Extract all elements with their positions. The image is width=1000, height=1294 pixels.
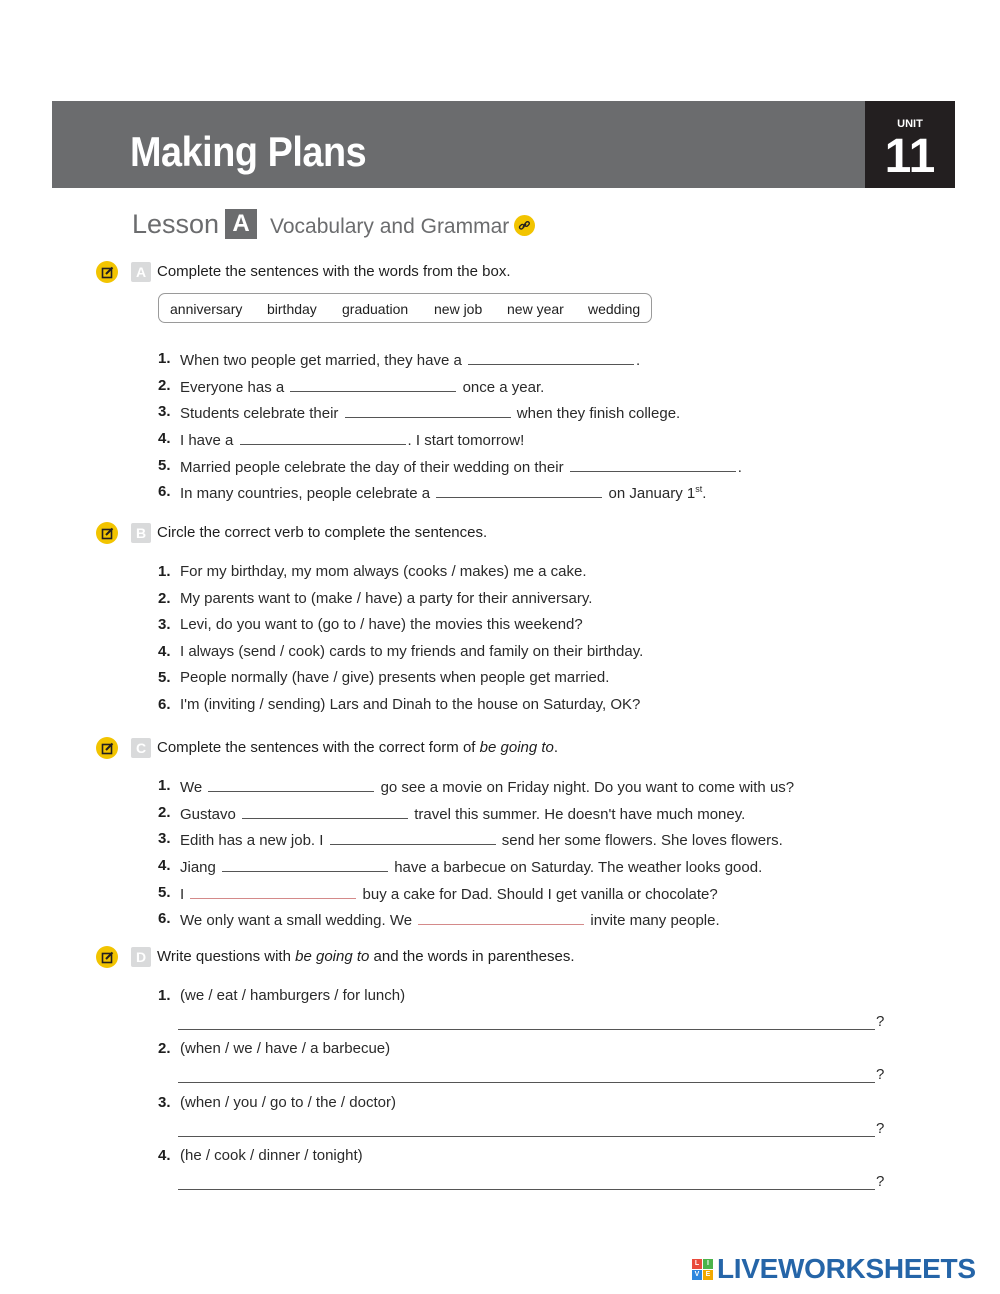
item-number: 6.: [158, 483, 171, 500]
item-number: 6.: [158, 910, 171, 927]
item-text: Everyone has a: [180, 379, 285, 396]
item-text: Married people celebrate the day of their wedding on their: [180, 459, 564, 476]
section-instruction: Circle the correct verb to complete the sentences.: [157, 524, 488, 541]
item-number: 2.: [158, 590, 171, 607]
question-mark: ?: [876, 1066, 885, 1083]
item-number: 5.: [158, 457, 171, 474]
section-letter: A: [131, 262, 151, 282]
item-text: .: [737, 459, 742, 476]
word-box-item: wedding: [588, 301, 641, 317]
answer-line[interactable]: [178, 1136, 875, 1137]
word-box-item: new job: [434, 301, 483, 317]
question-mark: ?: [876, 1173, 885, 1190]
answer-blank[interactable]: [208, 777, 374, 792]
answer-blank[interactable]: [436, 483, 602, 498]
item-text: I have a: [180, 432, 234, 449]
section-letter: C: [131, 738, 151, 758]
item-number: 5.: [158, 669, 171, 686]
answer-blank[interactable]: [330, 830, 496, 845]
page-title: Making Plans: [130, 128, 367, 175]
item-superscript: st: [695, 484, 703, 494]
item-number: 1.: [158, 777, 171, 794]
edit-icon: [96, 737, 118, 759]
section-letter: B: [131, 523, 151, 543]
unit-number: 11: [884, 130, 936, 183]
item-text[interactable]: My parents want to (make / have) a party for their anniversary.: [180, 590, 593, 607]
section-instruction: Complete the sentences with the words from the box.: [157, 263, 511, 280]
item-number: 3.: [158, 403, 171, 420]
item-number: 4.: [158, 1147, 171, 1164]
logo-grid-icon: L I V E: [692, 1259, 714, 1281]
item-number: 5.: [158, 884, 171, 901]
item-text: travel this summer. He doesn't have much money.: [414, 806, 746, 823]
item-text[interactable]: Levi, do you want to (go to / have) the movies this weekend?: [180, 616, 583, 633]
item-text: when they finish college.: [516, 405, 681, 422]
item-text: . I start tomorrow!: [407, 432, 525, 449]
item-text[interactable]: For my birthday, my mom always (cooks / makes) me a cake.: [180, 563, 587, 580]
section-letter: D: [131, 947, 151, 967]
item-text: .: [636, 352, 641, 369]
word-box-item: new year: [507, 301, 564, 317]
item-number: 2.: [158, 804, 171, 821]
item-prompt: (when / you / go to / the / doctor): [180, 1094, 396, 1111]
unit-label: UNIT: [897, 118, 923, 130]
unit-box: [865, 101, 955, 188]
answer-blank[interactable]: [240, 430, 406, 445]
item-number: 4.: [158, 857, 171, 874]
item-text[interactable]: I always (send / cook) cards to my friends and family on their birthday.: [180, 643, 644, 660]
item-text: Jiang: [180, 859, 216, 876]
item-number: 2.: [158, 377, 171, 394]
item-number: 1.: [158, 987, 171, 1004]
word-box-item: graduation: [342, 301, 409, 317]
item-text: When two people get married, they have a: [180, 352, 462, 369]
answer-blank[interactable]: [290, 377, 456, 392]
item-prompt: (he / cook / dinner / tonight): [180, 1147, 363, 1164]
item-text: I: [180, 886, 185, 903]
lesson-word: Lesson: [132, 209, 220, 239]
section-instruction: Complete the sentences with the correct form of be going to.: [157, 739, 559, 756]
word-box-item: birthday: [267, 301, 317, 317]
lesson-letter: A: [225, 209, 257, 239]
answer-line[interactable]: [178, 1189, 875, 1190]
item-text: Edith has a new job. I: [180, 832, 324, 849]
item-prompt: (we / eat / hamburgers / for lunch): [180, 987, 406, 1004]
answer-line[interactable]: [178, 1029, 875, 1030]
item-text[interactable]: People normally (have / give) presents when people get married.: [180, 669, 610, 686]
item-number: 3.: [158, 830, 171, 847]
item-text: .: [702, 485, 707, 502]
edit-icon: [96, 261, 118, 283]
answer-blank[interactable]: [418, 910, 584, 925]
answer-blank[interactable]: [242, 804, 408, 819]
item-text: invite many people.: [590, 912, 720, 929]
edit-icon: [96, 522, 118, 544]
item-text: Gustavo: [180, 806, 236, 823]
lesson-subtitle: Vocabulary and Grammar: [270, 215, 510, 238]
item-number: 6.: [158, 696, 171, 713]
answer-blank[interactable]: [190, 884, 356, 899]
section-instruction: Write questions with be going to and the words in parentheses.: [157, 948, 575, 965]
answer-blank[interactable]: [570, 457, 736, 472]
logo-text: LIVEWORKSHEETS: [717, 1253, 976, 1284]
question-mark: ?: [876, 1013, 885, 1030]
edit-icon: [96, 946, 118, 968]
item-number: 2.: [158, 1040, 171, 1057]
item-text: once a year.: [462, 379, 545, 396]
item-text: In many countries, people celebrate a: [180, 485, 431, 502]
item-text: send her some flowers. She loves flowers.: [501, 832, 783, 849]
item-text: on January 1: [608, 485, 696, 502]
link-icon[interactable]: [514, 215, 535, 236]
item-number: 4.: [158, 643, 171, 660]
question-mark: ?: [876, 1120, 885, 1137]
item-text[interactable]: I'm (inviting / sending) Lars and Dinah to the house on Saturday, OK?: [180, 696, 641, 713]
answer-blank[interactable]: [222, 857, 388, 872]
answer-line[interactable]: [178, 1082, 875, 1083]
item-number: 1.: [158, 350, 171, 367]
item-text: buy a cake for Dad. Should I get vanilla or chocolate?: [362, 886, 718, 903]
item-text: We: [180, 779, 203, 796]
item-text: Students celebrate their: [180, 405, 339, 422]
item-number: 4.: [158, 430, 171, 447]
item-text: go see a movie on Friday night. Do you want to come with us?: [380, 779, 795, 796]
item-text: We only want a small wedding. We: [180, 912, 413, 929]
answer-blank[interactable]: [345, 403, 511, 418]
item-number: 1.: [158, 563, 171, 580]
item-number: 3.: [158, 616, 171, 633]
word-box: [158, 293, 652, 323]
answer-blank[interactable]: [468, 350, 634, 365]
item-number: 3.: [158, 1094, 171, 1111]
item-prompt: (when / we / have / a barbecue): [180, 1040, 391, 1057]
word-box-item: anniversary: [170, 301, 243, 317]
item-text: have a barbecue on Saturday. The weather looks good.: [394, 859, 763, 876]
